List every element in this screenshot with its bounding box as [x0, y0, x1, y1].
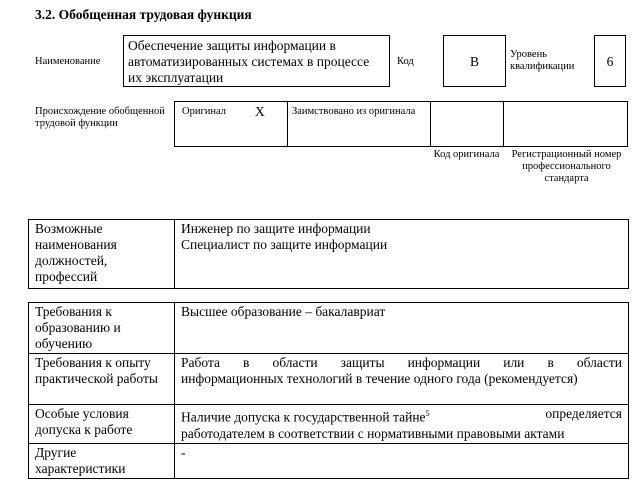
origin-divider-2 [430, 101, 431, 147]
education-value: Высшее образование – бакалавриат [175, 303, 629, 354]
section-title: 3.2. Обобщенная трудовая функция [35, 7, 252, 22]
education-label: Требования к образованию и обучению [29, 303, 175, 354]
reg-number-label: Регистрационный номер профессионального стандарта [511, 149, 622, 184]
experience-value-line1: Работа в области защиты информации или в области [181, 355, 622, 370]
access-label: Особые условия допуска к работе [29, 405, 175, 444]
original-mark: X [255, 104, 265, 119]
access-value-end: определяется [545, 406, 622, 421]
positions-table [28, 219, 629, 289]
code-value-box [443, 35, 506, 87]
origin-divider-1 [287, 101, 288, 147]
name-value-box [123, 35, 390, 87]
original-label: Оригинал [182, 106, 226, 117]
origin-label: Происхождение обобщенной трудовой функции [35, 106, 165, 129]
access-value-line2: работодателем в соответствии с нормативными правовыми актами [181, 425, 565, 441]
access-value-text: Наличие допуска к государственной тайне [181, 409, 426, 425]
requirement-row-experience [29, 354, 629, 405]
experience-value-cell [175, 354, 629, 405]
footnote-ref: 5 [425, 409, 430, 418]
name-value: Обеспечение защиты информации в автоматизированных системах в процессе их эксплуатации [128, 38, 370, 85]
level-value-box [594, 35, 626, 87]
positions-row [29, 220, 629, 289]
level-label: Уровень квалификации [510, 49, 575, 72]
level-value: 6 [606, 54, 614, 69]
access-value-line1 [181, 406, 622, 426]
access-value-start [181, 406, 430, 426]
experience-label: Требования к опыту практической работы [29, 354, 175, 405]
positions-values-cell [175, 220, 629, 289]
position-item: Инженер по защите информации [181, 221, 371, 236]
other-value: - [175, 443, 629, 478]
other-label: Другие характеристики [29, 443, 175, 478]
positions-label: Возможные наименования должностей, профессий [29, 220, 175, 289]
origin-divider-3 [503, 101, 504, 147]
requirement-row-education [29, 303, 629, 354]
code-value: B [469, 54, 479, 69]
name-label: Наименование [35, 56, 101, 67]
code-label: Код [397, 56, 414, 67]
access-value-cell [175, 405, 629, 444]
position-item: Специалист по защите информации [181, 237, 388, 252]
experience-value-line2: информационных технологий в течение одного года (рекомендуется) [181, 371, 578, 386]
borrowed-label: Заимствовано из оригинала [292, 106, 416, 117]
requirement-row-other [29, 443, 629, 478]
requirement-row-access [29, 405, 629, 444]
code-original-label: Код оригинала [433, 149, 500, 160]
requirements-table [28, 302, 629, 479]
